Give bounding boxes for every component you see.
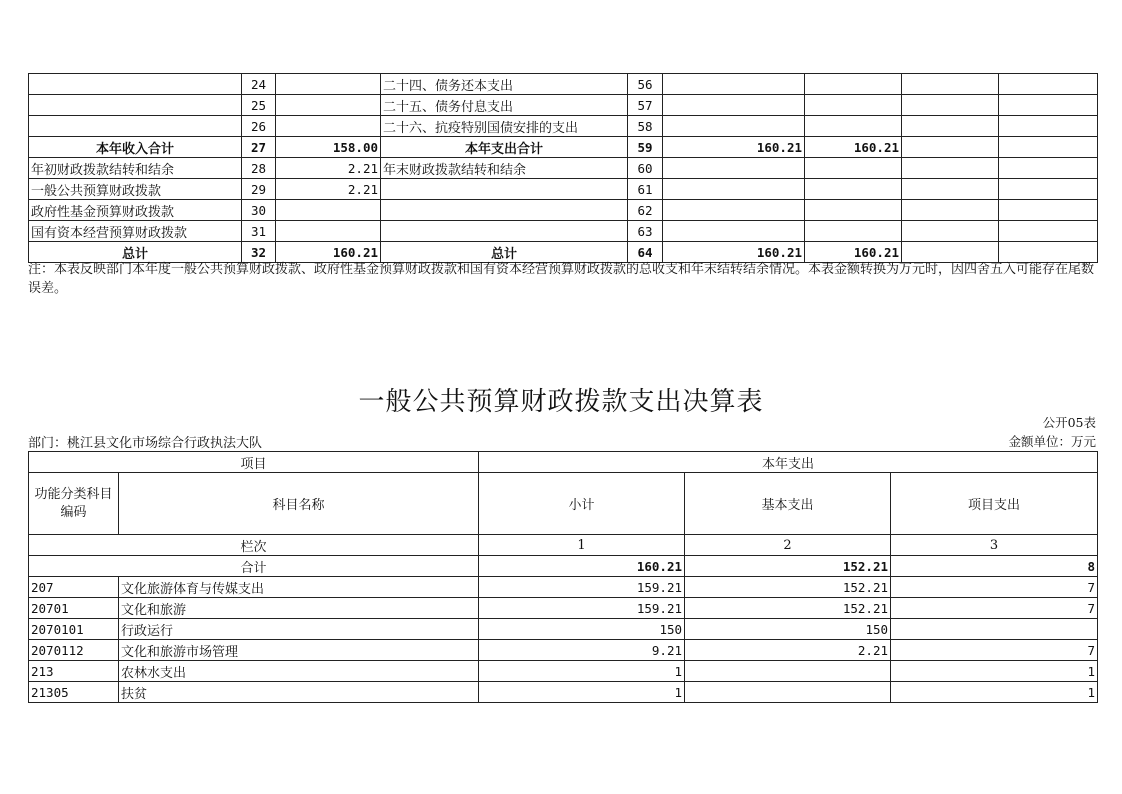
income-item: 政府性基金预算财政拨款 [29, 200, 242, 221]
cell-project: 7 [891, 577, 1098, 598]
table-row [29, 619, 1098, 640]
cell-name: 文化和旅游 [119, 598, 479, 619]
expense-line-no: 64 [628, 242, 663, 263]
page-title: 一般公共预算财政拨款支出决算表 [358, 387, 764, 417]
income-line-no: 30 [242, 200, 276, 221]
expense-amount: 160.21 [663, 137, 805, 158]
unit-label: 金额单位：万元 [1008, 434, 1096, 449]
expense-item [381, 200, 628, 221]
expense-line-no: 58 [628, 116, 663, 137]
income-line-no: 29 [242, 179, 276, 200]
cell-name: 农林水支出 [119, 661, 479, 682]
expense-basic [805, 221, 902, 242]
expense-amount [663, 200, 805, 221]
expense-project [902, 137, 999, 158]
expense-other [999, 137, 1098, 158]
expense-project [902, 221, 999, 242]
cell-name: 行政运行 [119, 619, 479, 640]
expense-basic [805, 95, 902, 116]
expense-other [999, 116, 1098, 137]
expense-item: 年末财政拨款结转和结余 [381, 158, 628, 179]
income-amount: 158.00 [276, 137, 381, 158]
cell-subtotal: 159.21 [479, 577, 685, 598]
expense-project [902, 158, 999, 179]
expense-amount [663, 74, 805, 95]
table-row [29, 221, 1098, 242]
table-row [29, 200, 1098, 221]
expense-other [999, 95, 1098, 116]
expense-amount [663, 221, 805, 242]
cell-project: 7 [891, 598, 1098, 619]
column-number-2: 2 [685, 535, 891, 556]
header-row-2 [29, 473, 1098, 535]
expense-project [902, 116, 999, 137]
income-item: 本年收入合计 [29, 137, 242, 158]
cell-basic: 150 [685, 619, 891, 640]
income-amount [276, 95, 381, 116]
income-item: 年初财政拨款结转和结余 [29, 158, 242, 179]
cell-subtotal: 1 [479, 661, 685, 682]
expense-basic [805, 200, 902, 221]
cell-basic: 152.21 [685, 577, 891, 598]
expense-amount [663, 95, 805, 116]
expense-amount [663, 158, 805, 179]
income-item [29, 74, 242, 95]
column-number-3: 3 [891, 535, 1098, 556]
total-label: 合计 [29, 556, 479, 577]
cell-project: 1 [891, 661, 1098, 682]
table-row [29, 95, 1098, 116]
cell-project [891, 619, 1098, 640]
expense-project [902, 95, 999, 116]
expense-other [999, 200, 1098, 221]
cell-basic [685, 661, 891, 682]
income-line-no: 32 [242, 242, 276, 263]
total-row [29, 556, 1098, 577]
table-row [29, 661, 1098, 682]
expense-basic [805, 74, 902, 95]
income-line-no: 27 [242, 137, 276, 158]
cell-name: 文化旅游体育与传媒支出 [119, 577, 479, 598]
income-line-no: 28 [242, 158, 276, 179]
expense-item [381, 221, 628, 242]
total-project: 8 [891, 556, 1098, 577]
column-number-label: 栏次 [29, 535, 479, 556]
income-line-no: 31 [242, 221, 276, 242]
income-amount [276, 74, 381, 95]
table-row [29, 158, 1098, 179]
expense-item: 二十六、抗疫特别国债安排的支出 [381, 116, 628, 137]
income-amount: 2.21 [276, 179, 381, 200]
expense-other [999, 74, 1098, 95]
table-row [29, 577, 1098, 598]
expense-project [902, 74, 999, 95]
cell-subtotal: 159.21 [479, 598, 685, 619]
cell-name: 文化和旅游市场管理 [119, 640, 479, 661]
cell-code: 21305 [29, 682, 119, 703]
cell-subtotal: 9.21 [479, 640, 685, 661]
expense-basic [805, 158, 902, 179]
expense-line-no: 57 [628, 95, 663, 116]
income-item [29, 95, 242, 116]
expense-project [902, 179, 999, 200]
header-item: 项目 [29, 452, 479, 473]
department-label: 部门：桃江县文化市场综合行政执法大队 [28, 436, 263, 451]
form-code: 公开05表 [1042, 415, 1096, 430]
income-amount: 2.21 [276, 158, 381, 179]
table-row [29, 682, 1098, 703]
table-note: 注：本表反映部门本年度一般公共预算财政拨款、政府性基金预算财政拨款和国有资本经营预算财政拨款的总收支和年末结转结余情况。本表金额转换为万元时，因四舍五入可能存在尾数误差。 [28, 262, 1095, 296]
expense-amount: 160.21 [663, 242, 805, 263]
cell-subtotal: 1 [479, 682, 685, 703]
expenditure-table [28, 451, 1098, 703]
header-basic: 基本支出 [685, 473, 891, 535]
table-row [29, 179, 1098, 200]
expense-other [999, 158, 1098, 179]
table-row [29, 116, 1098, 137]
table-row [29, 137, 1098, 158]
table-row [29, 74, 1098, 95]
header-row-1 [29, 452, 1098, 473]
total-subtotal: 160.21 [479, 556, 685, 577]
expense-item: 二十四、债务还本支出 [381, 74, 628, 95]
expense-amount [663, 116, 805, 137]
cell-code: 2070112 [29, 640, 119, 661]
column-number-row [29, 535, 1098, 556]
expense-line-no: 63 [628, 221, 663, 242]
cell-code: 207 [29, 577, 119, 598]
income-amount [276, 200, 381, 221]
cell-basic [685, 682, 891, 703]
income-expenditure-table [28, 73, 1098, 263]
header-subtotal: 小计 [479, 473, 685, 535]
income-amount [276, 221, 381, 242]
expense-item: 本年支出合计 [381, 137, 628, 158]
cell-basic: 2.21 [685, 640, 891, 661]
expense-line-no: 62 [628, 200, 663, 221]
column-number-1: 1 [479, 535, 685, 556]
cell-code: 2070101 [29, 619, 119, 640]
income-item [29, 116, 242, 137]
income-item: 一般公共预算财政拨款 [29, 179, 242, 200]
table-row [29, 598, 1098, 619]
income-item: 总计 [29, 242, 242, 263]
income-amount: 160.21 [276, 242, 381, 263]
expense-line-no: 61 [628, 179, 663, 200]
header-code: 功能分类科目编码 [29, 473, 119, 535]
cell-project: 7 [891, 640, 1098, 661]
cell-name: 扶贫 [119, 682, 479, 703]
header-project: 项目支出 [891, 473, 1098, 535]
expense-basic: 160.21 [805, 242, 902, 263]
expense-line-no: 59 [628, 137, 663, 158]
income-line-no: 24 [242, 74, 276, 95]
expense-other [999, 221, 1098, 242]
expense-project [902, 200, 999, 221]
expense-basic [805, 116, 902, 137]
expense-item: 二十五、债务付息支出 [381, 95, 628, 116]
expense-item: 总计 [381, 242, 628, 263]
expense-line-no: 56 [628, 74, 663, 95]
cell-code: 20701 [29, 598, 119, 619]
income-line-no: 26 [242, 116, 276, 137]
table-row [29, 640, 1098, 661]
income-item: 国有资本经营预算财政拨款 [29, 221, 242, 242]
expense-basic: 160.21 [805, 137, 902, 158]
cell-basic: 152.21 [685, 598, 891, 619]
expense-item [381, 179, 628, 200]
income-line-no: 25 [242, 95, 276, 116]
header-name: 科目名称 [119, 473, 479, 535]
income-amount [276, 116, 381, 137]
cell-project: 1 [891, 682, 1098, 703]
expense-line-no: 60 [628, 158, 663, 179]
cell-code: 213 [29, 661, 119, 682]
expense-amount [663, 179, 805, 200]
header-current-year: 本年支出 [479, 452, 1098, 473]
cell-subtotal: 150 [479, 619, 685, 640]
expense-other [999, 179, 1098, 200]
expenditure-table-body [29, 452, 1098, 703]
expense-basic [805, 179, 902, 200]
total-basic: 152.21 [685, 556, 891, 577]
income-expenditure-body [29, 74, 1098, 263]
